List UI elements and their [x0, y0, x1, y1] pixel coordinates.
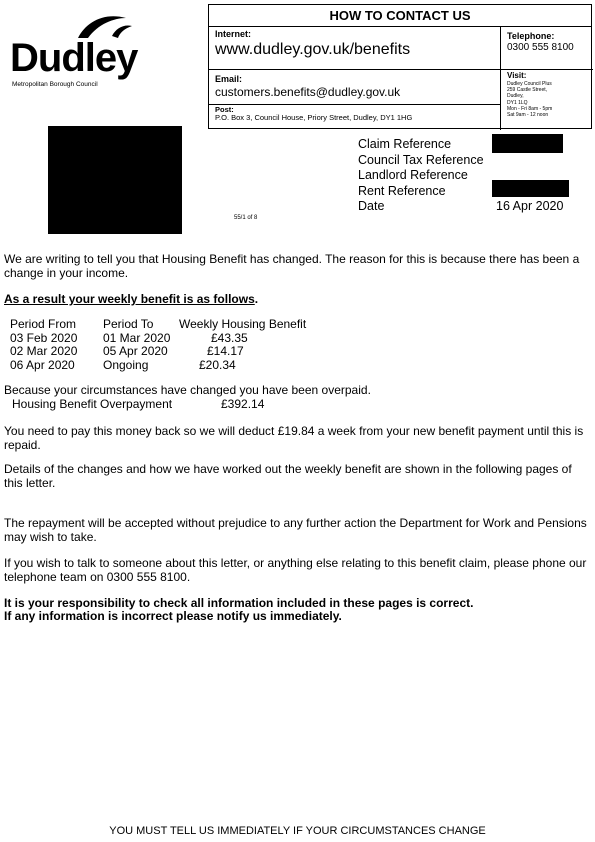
date-label: Date: [358, 199, 385, 213]
table-row: [10, 345, 306, 359]
email-link[interactable]: customers.benefits@dudley.gov.uk: [215, 84, 401, 99]
post-label: Post:: [215, 105, 234, 114]
phone-number: 0300 555 8100: [507, 41, 574, 53]
result-heading: [4, 292, 589, 306]
visit-line: Sat 9am - 12 noon: [507, 112, 549, 119]
details-paragraph: Details of the changes and how we have worked out the weekly benefit are shown in the following pages of this letter.: [4, 462, 572, 490]
contact-visit: [501, 70, 593, 130]
footer-notice: YOU MUST TELL US IMMEDIATELY IF YOUR CIRCUMSTANCES CHANGE: [109, 825, 486, 837]
repay-paragraph: You need to pay this money back so we will deduct £19.84 a week from your new benefit payment until this is repaid.: [4, 424, 584, 452]
responsibility-line-2: If any information is incorrect please notify us immediately.: [4, 609, 342, 623]
redacted-rent-reference: [492, 180, 569, 197]
benefit-table: [10, 318, 306, 372]
redacted-claim-reference: [492, 134, 563, 153]
phone-label: Telephone:: [507, 31, 555, 41]
header-period-from: Period From: [10, 317, 77, 331]
contact-internet: [209, 26, 501, 70]
cell-period-to: Ongoing: [103, 357, 149, 372]
internet-link[interactable]: www.dudley.gov.uk/benefits: [215, 40, 411, 58]
table-header-row: [10, 318, 306, 332]
post-address: P.O. Box 3, Council House, Priory Street, Dudley, DY1 1HG: [215, 113, 413, 123]
visit-line: Dudley Council Plus: [507, 80, 552, 87]
result-heading-dot: .: [254, 292, 259, 306]
cell-period-from: 03 Feb 2020: [10, 330, 78, 345]
page-reference: 55/1 of 8: [234, 215, 258, 221]
result-heading-text: As a result your weekly benefit is as follows: [4, 292, 255, 306]
cell-amount: £14.17: [207, 344, 244, 358]
cell-amount: £43.35: [211, 330, 248, 345]
internet-label: Internet:: [215, 29, 251, 39]
cell-period-to: 05 Apr 2020: [103, 344, 168, 358]
responsibility-line-1: It is your responsibility to check all information included in these pages is correct.: [4, 596, 474, 610]
landlord-reference-label: Landlord Reference: [358, 168, 468, 182]
overpayment-amount: £392.14: [221, 397, 265, 411]
header-weekly-benefit: Weekly Housing Benefit: [179, 317, 307, 331]
contact-post: [209, 105, 501, 130]
contact-phone: [501, 26, 593, 70]
visit-line: Mon - Fri 8am - 5pm: [507, 105, 553, 112]
overpaid-paragraph: Because your circumstances have changed you have been overpaid.: [4, 383, 371, 397]
contact-box: [208, 4, 592, 129]
council-logo: [8, 14, 138, 88]
contact-email: [209, 70, 501, 105]
visit-line: Dudley,: [507, 93, 524, 100]
claim-reference-label: Claim Reference: [358, 137, 452, 151]
logo-tagline: Metropolitan Borough Council: [12, 81, 98, 88]
visit-label: Visit:: [507, 71, 527, 80]
table-row: [10, 359, 306, 373]
cell-period-from: 06 Apr 2020: [10, 357, 75, 372]
header-period-to: Period To: [103, 317, 154, 331]
visit-line: DY1 1LQ: [507, 99, 528, 106]
reference-labels: [358, 137, 484, 215]
contact-title: HOW TO CONTACT US: [209, 5, 591, 27]
email-label: Email:: [215, 74, 243, 84]
cell-period-from: 02 Mar 2020: [10, 344, 78, 358]
table-row: [10, 332, 306, 346]
prejudice-paragraph: The repayment will be accepted without prejudice to any further action the Department for Work and Pensions may wish to take.: [4, 516, 587, 544]
cell-amount: £20.34: [199, 357, 236, 372]
logo-wordmark: Dudley: [10, 36, 138, 80]
intro-paragraph: We are writing to tell you that Housing Benefit has changed. The reason for this is because there has been a change in your income.: [4, 252, 580, 280]
redacted-address-block: [48, 126, 182, 234]
overpayment-label: Housing Benefit Overpayment: [12, 397, 173, 411]
visit-line: 259 Castle Street,: [507, 87, 548, 94]
council-tax-reference-label: Council Tax Reference: [358, 152, 484, 167]
cell-period-to: 01 Mar 2020: [103, 330, 171, 345]
letter-date: 16 Apr 2020: [496, 199, 564, 213]
rent-reference-label: Rent Reference: [358, 183, 446, 198]
talk-paragraph: If you wish to talk to someone about this letter, or anything else relating to this benefit claim, please phone our telephone team on 0300 555 8100.: [4, 556, 587, 584]
